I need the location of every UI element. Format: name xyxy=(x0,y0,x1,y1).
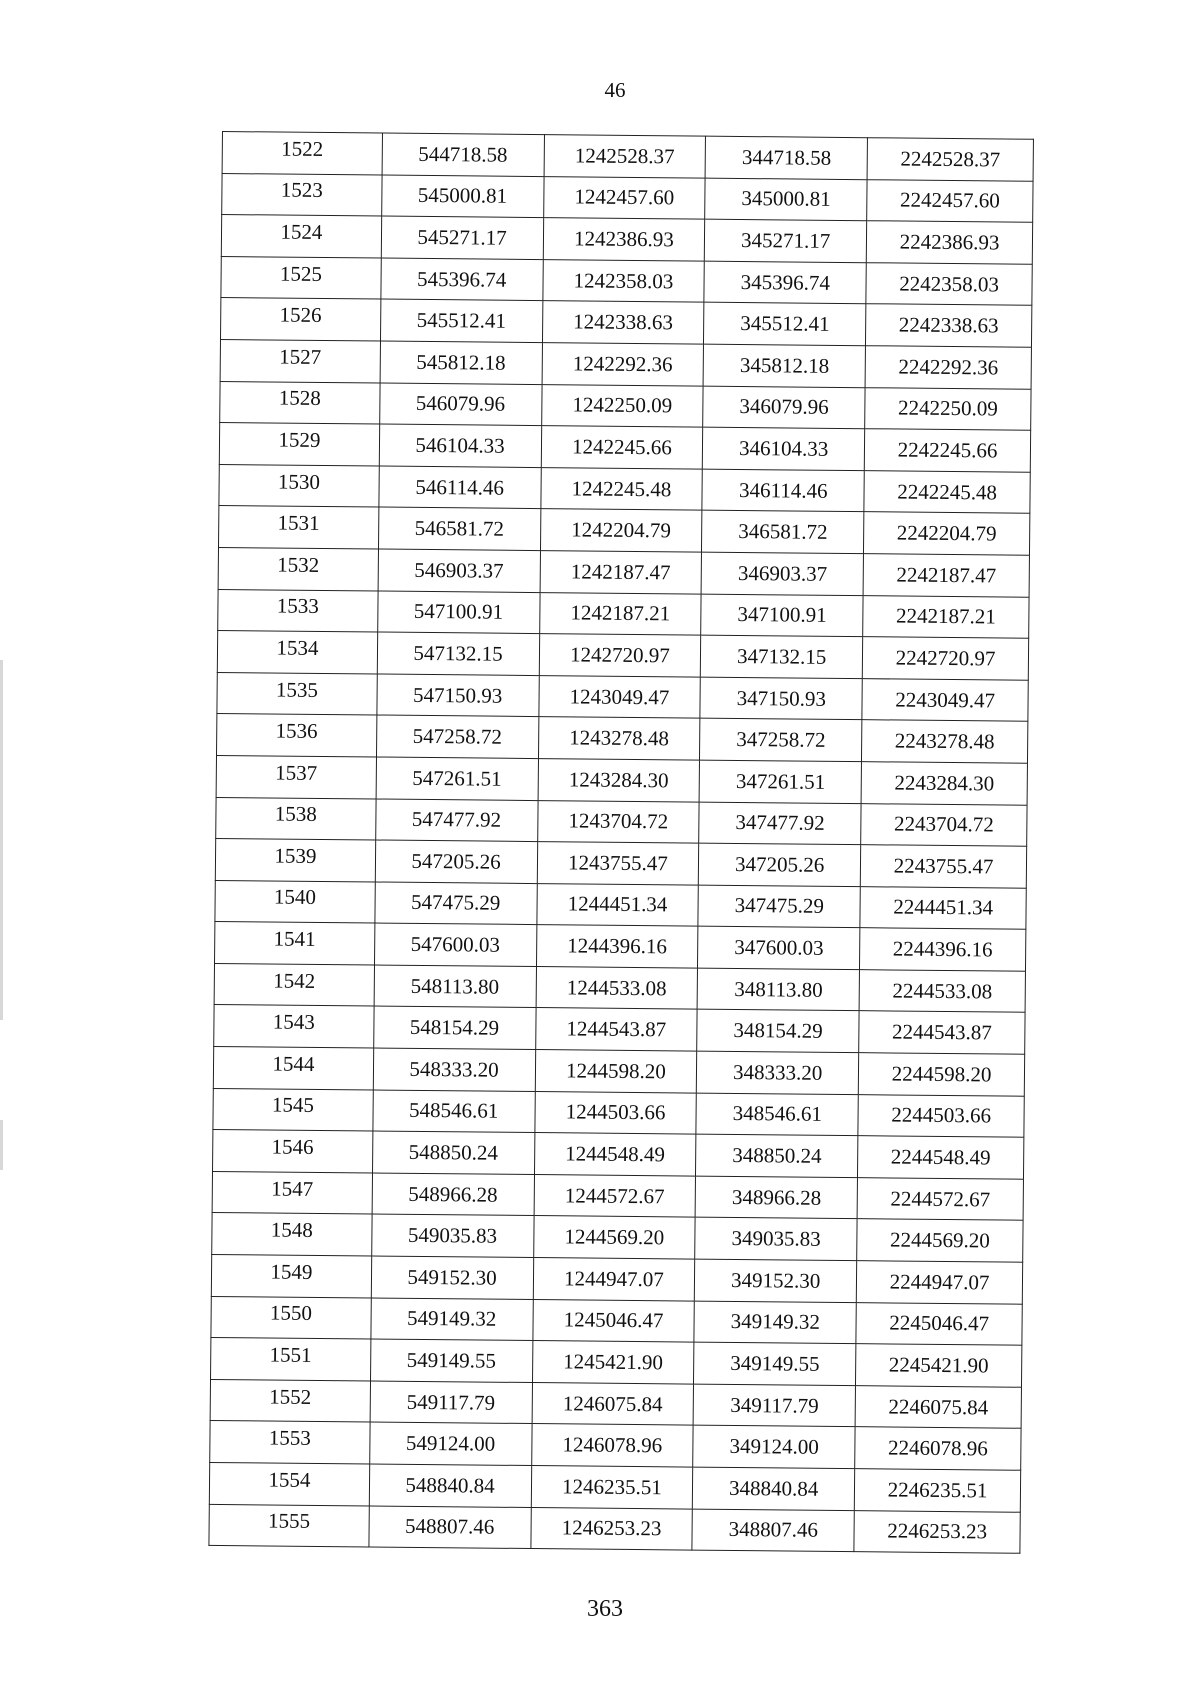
coordinate-cell: 1244947.07 xyxy=(533,1258,695,1301)
scan-edge-mark xyxy=(0,1120,3,1170)
coordinate-cell: 547477.92 xyxy=(375,799,537,842)
coordinate-cell: 547100.91 xyxy=(377,591,539,634)
point-number-cell: 1536 xyxy=(217,714,377,757)
coordinate-cell: 545271.17 xyxy=(381,216,543,259)
coordinate-cell: 2242720.97 xyxy=(862,637,1028,680)
coordinate-cell: 548113.80 xyxy=(374,965,536,1008)
coordinate-cell: 1245421.90 xyxy=(532,1341,694,1384)
coordinate-cell: 2244503.66 xyxy=(858,1094,1024,1137)
coordinate-cell: 1243049.47 xyxy=(538,675,700,718)
point-number-cell: 1545 xyxy=(213,1088,373,1131)
coordinate-cell: 348840.84 xyxy=(693,1467,855,1510)
point-number-cell: 1543 xyxy=(214,1005,374,1048)
coordinate-cell: 347261.51 xyxy=(699,760,861,803)
coordinate-cell: 349152.30 xyxy=(695,1259,857,1302)
coordinate-cell: 349117.79 xyxy=(693,1384,855,1427)
coordinate-cell: 1244503.66 xyxy=(534,1091,696,1134)
coordinate-cell: 345512.41 xyxy=(704,303,866,346)
coordinate-cell: 349124.00 xyxy=(693,1425,855,1468)
coordinate-cell: 2242338.63 xyxy=(866,304,1032,347)
coordinate-cell: 348333.20 xyxy=(697,1051,859,1094)
coordinate-cell: 347100.91 xyxy=(701,594,863,637)
coordinate-cell: 347258.72 xyxy=(700,718,862,761)
coordinate-cell: 348807.46 xyxy=(692,1509,854,1552)
coordinate-cell: 548840.84 xyxy=(369,1464,531,1507)
coordinate-cell: 547475.29 xyxy=(375,882,537,925)
coordinate-cell: 1242245.66 xyxy=(541,426,703,469)
coordinate-cell: 2242457.60 xyxy=(867,179,1033,222)
coordinate-cell: 1243704.72 xyxy=(537,800,699,843)
coordinate-cell: 545396.74 xyxy=(381,258,543,301)
point-number-cell: 1526 xyxy=(220,298,380,341)
coordinate-cell: 344718.58 xyxy=(705,136,867,179)
coordinate-cell: 2242292.36 xyxy=(865,346,1031,389)
coordinate-cell: 549124.00 xyxy=(369,1422,531,1465)
coordinate-cell: 2244569.20 xyxy=(857,1219,1023,1262)
coordinate-cell: 546114.46 xyxy=(379,466,541,509)
coordinate-cell: 546581.72 xyxy=(378,507,540,550)
coordinate-cell: 347132.15 xyxy=(701,635,863,678)
point-number-cell: 1554 xyxy=(209,1462,369,1505)
point-number-cell: 1530 xyxy=(219,464,379,507)
coordinate-cell: 548546.61 xyxy=(373,1090,535,1133)
coordinate-cell: 547261.51 xyxy=(376,757,538,800)
coordinate-cell: 1244396.16 xyxy=(536,925,698,968)
coordinate-cell: 1242358.03 xyxy=(542,259,704,302)
coordinate-cell: 546079.96 xyxy=(379,383,541,426)
coordinate-cell: 1244572.67 xyxy=(534,1174,696,1217)
coordinate-cell: 545812.18 xyxy=(380,341,542,384)
point-number-cell: 1547 xyxy=(212,1171,372,1214)
coordinate-cell: 346104.33 xyxy=(703,427,865,470)
coordinate-cell: 548333.20 xyxy=(373,1048,535,1091)
coordinate-cell: 2242245.48 xyxy=(864,470,1030,513)
coordinate-cell: 346581.72 xyxy=(702,510,864,553)
point-number-cell: 1548 xyxy=(212,1213,372,1256)
coordinate-cell: 2246078.96 xyxy=(855,1427,1021,1470)
coordinate-cell: 1245046.47 xyxy=(532,1299,694,1342)
coordinate-cell: 549149.55 xyxy=(370,1339,532,1382)
coordinate-cell: 2246075.84 xyxy=(855,1385,1021,1428)
point-number-cell: 1531 xyxy=(219,506,379,549)
point-number-cell: 1523 xyxy=(222,173,382,216)
coordinate-cell: 1242292.36 xyxy=(542,343,704,386)
coordinate-cell: 1242720.97 xyxy=(539,634,701,677)
coordinate-cell: 348966.28 xyxy=(695,1176,857,1219)
coordinate-cell: 2242204.79 xyxy=(864,512,1030,555)
coordinate-cell: 2244396.16 xyxy=(860,928,1026,971)
coordinate-cell: 545512.41 xyxy=(380,299,542,342)
coordinate-cell: 1243755.47 xyxy=(537,842,699,885)
coordinate-cell: 347475.29 xyxy=(698,885,860,928)
point-number-cell: 1544 xyxy=(213,1047,373,1090)
coordinate-cell: 1242386.93 xyxy=(543,218,705,261)
coordinate-cell: 2242187.47 xyxy=(863,554,1029,597)
coordinate-cell: 349149.32 xyxy=(694,1301,856,1344)
coordinate-cell: 2244533.08 xyxy=(859,970,1025,1013)
coordinate-cell: 1242204.79 xyxy=(540,509,702,552)
coordinate-cell: 346079.96 xyxy=(703,386,865,429)
table-row xyxy=(209,1504,1020,1553)
coordinate-cell: 2243755.47 xyxy=(860,845,1026,888)
coordinate-table xyxy=(208,131,1034,1554)
coordinate-cell: 545000.81 xyxy=(381,175,543,218)
point-number-cell: 1534 xyxy=(217,631,377,674)
coordinate-cell: 2242528.37 xyxy=(867,138,1033,181)
coordinate-cell: 1244543.87 xyxy=(535,1008,697,1051)
coordinate-cell: 2242187.21 xyxy=(863,595,1029,638)
point-number-cell: 1535 xyxy=(217,672,377,715)
point-number-cell: 1539 xyxy=(215,839,375,882)
point-number-cell: 1552 xyxy=(210,1379,370,1422)
coordinate-cell: 349035.83 xyxy=(695,1218,857,1261)
coordinate-cell: 348113.80 xyxy=(697,968,859,1011)
coordinate-cell: 544718.58 xyxy=(382,133,544,176)
coordinate-cell: 347150.93 xyxy=(700,677,862,720)
coordinate-cell: 1246253.23 xyxy=(530,1507,692,1550)
coordinate-cell: 1242528.37 xyxy=(544,135,706,178)
coordinate-cell: 548850.24 xyxy=(372,1131,534,1174)
page-number-top: 46 xyxy=(604,78,626,102)
page-number-bottom: 363 xyxy=(587,1596,623,1622)
coordinate-cell: 345000.81 xyxy=(705,178,867,221)
point-number-cell: 1553 xyxy=(210,1421,370,1464)
coordinate-cell: 1244598.20 xyxy=(535,1050,697,1093)
coordinate-cell: 1244569.20 xyxy=(533,1216,695,1259)
coordinate-cell: 549152.30 xyxy=(371,1256,533,1299)
coordinate-cell: 348154.29 xyxy=(697,1010,859,1053)
coordinate-cell: 2244572.67 xyxy=(857,1177,1023,1220)
coordinate-cell: 345271.17 xyxy=(705,219,867,262)
coordinate-cell: 547205.26 xyxy=(375,840,537,883)
coordinate-cell: 1244548.49 xyxy=(534,1133,696,1176)
coordinate-cell: 1242187.21 xyxy=(539,592,701,635)
point-number-cell: 1529 xyxy=(219,423,379,466)
coordinate-cell: 2244947.07 xyxy=(856,1261,1022,1304)
coordinate-cell: 1242457.60 xyxy=(543,176,705,219)
point-number-cell: 1538 xyxy=(216,797,376,840)
coordinate-cell: 2243049.47 xyxy=(862,678,1028,721)
coordinate-cell: 547132.15 xyxy=(377,632,539,675)
coordinate-cell: 2245421.90 xyxy=(856,1344,1022,1387)
coordinate-cell: 2244598.20 xyxy=(858,1053,1024,1096)
coordinate-cell: 549149.32 xyxy=(371,1298,533,1341)
coordinate-cell: 2245046.47 xyxy=(856,1302,1022,1345)
point-number-cell: 1550 xyxy=(211,1296,371,1339)
point-number-cell: 1542 xyxy=(214,963,374,1006)
coordinate-cell: 1244451.34 xyxy=(536,883,698,926)
coordinate-cell: 2242386.93 xyxy=(866,221,1032,264)
coordinate-cell: 1242250.09 xyxy=(541,384,703,427)
point-number-cell: 1555 xyxy=(209,1504,369,1547)
scan-edge-mark xyxy=(0,660,3,1020)
coordinate-cell: 1246075.84 xyxy=(532,1382,694,1425)
coordinate-cell: 547258.72 xyxy=(376,715,538,758)
coordinate-cell: 1242338.63 xyxy=(542,301,704,344)
coordinate-cell: 348850.24 xyxy=(696,1134,858,1177)
coordinate-cell: 2244548.49 xyxy=(858,1136,1024,1179)
point-number-cell: 1537 xyxy=(216,755,376,798)
coordinate-cell: 345396.74 xyxy=(704,261,866,304)
coordinate-cell: 547150.93 xyxy=(377,674,539,717)
point-number-cell: 1549 xyxy=(211,1254,371,1297)
table-body xyxy=(209,132,1034,1554)
point-number-cell: 1522 xyxy=(222,132,382,175)
coordinate-cell: 1246235.51 xyxy=(531,1466,693,1509)
coordinate-cell: 1244533.08 xyxy=(536,966,698,1009)
coordinate-cell: 346114.46 xyxy=(702,469,864,512)
coordinate-cell: 549117.79 xyxy=(370,1381,532,1424)
point-number-cell: 1551 xyxy=(211,1338,371,1381)
coordinate-cell: 2243284.30 xyxy=(861,762,1027,805)
coordinate-cell: 2246235.51 xyxy=(854,1469,1020,1512)
coordinate-cell: 347600.03 xyxy=(698,926,860,969)
coordinate-cell: 1246078.96 xyxy=(531,1424,693,1467)
coordinate-cell: 348546.61 xyxy=(696,1093,858,1136)
point-number-cell: 1533 xyxy=(218,589,378,632)
coordinate-cell: 1243284.30 xyxy=(538,758,700,801)
point-number-cell: 1546 xyxy=(213,1130,373,1173)
coordinate-cell: 546104.33 xyxy=(379,424,541,467)
coordinate-cell: 2243704.72 xyxy=(861,803,1027,846)
point-number-cell: 1527 xyxy=(220,339,380,382)
coordinate-cell: 2242358.03 xyxy=(866,262,1032,305)
coordinate-cell: 2242245.66 xyxy=(864,429,1030,472)
point-number-cell: 1528 xyxy=(220,381,380,424)
coordinate-cell: 345812.18 xyxy=(703,344,865,387)
coordinate-cell: 2246253.23 xyxy=(854,1510,1020,1553)
coordinate-cell: 548154.29 xyxy=(373,1006,535,1049)
coordinate-cell: 2244543.87 xyxy=(859,1011,1025,1054)
coordinate-cell: 546903.37 xyxy=(378,549,540,592)
coordinate-cell: 1242187.47 xyxy=(540,551,702,594)
coordinate-cell: 548966.28 xyxy=(372,1173,534,1216)
coordinate-cell: 346903.37 xyxy=(701,552,863,595)
coordinate-cell: 1243278.48 xyxy=(538,717,700,760)
point-number-cell: 1525 xyxy=(221,256,381,299)
coordinate-cell: 2242250.09 xyxy=(865,387,1031,430)
coordinate-cell: 547600.03 xyxy=(374,923,536,966)
coordinate-cell: 1242245.48 xyxy=(540,467,702,510)
coordinate-cell: 2244451.34 xyxy=(860,886,1026,929)
point-number-cell: 1541 xyxy=(215,922,375,965)
point-number-cell: 1540 xyxy=(215,880,375,923)
coordinate-cell: 347477.92 xyxy=(699,802,861,845)
point-number-cell: 1532 xyxy=(218,547,378,590)
coordinate-cell: 548807.46 xyxy=(369,1506,531,1549)
coordinate-cell: 549035.83 xyxy=(371,1214,533,1257)
point-number-cell: 1524 xyxy=(221,215,381,258)
coordinate-cell: 347205.26 xyxy=(699,843,861,886)
coordinate-cell: 349149.55 xyxy=(694,1342,856,1385)
coordinate-cell: 2243278.48 xyxy=(862,720,1028,763)
